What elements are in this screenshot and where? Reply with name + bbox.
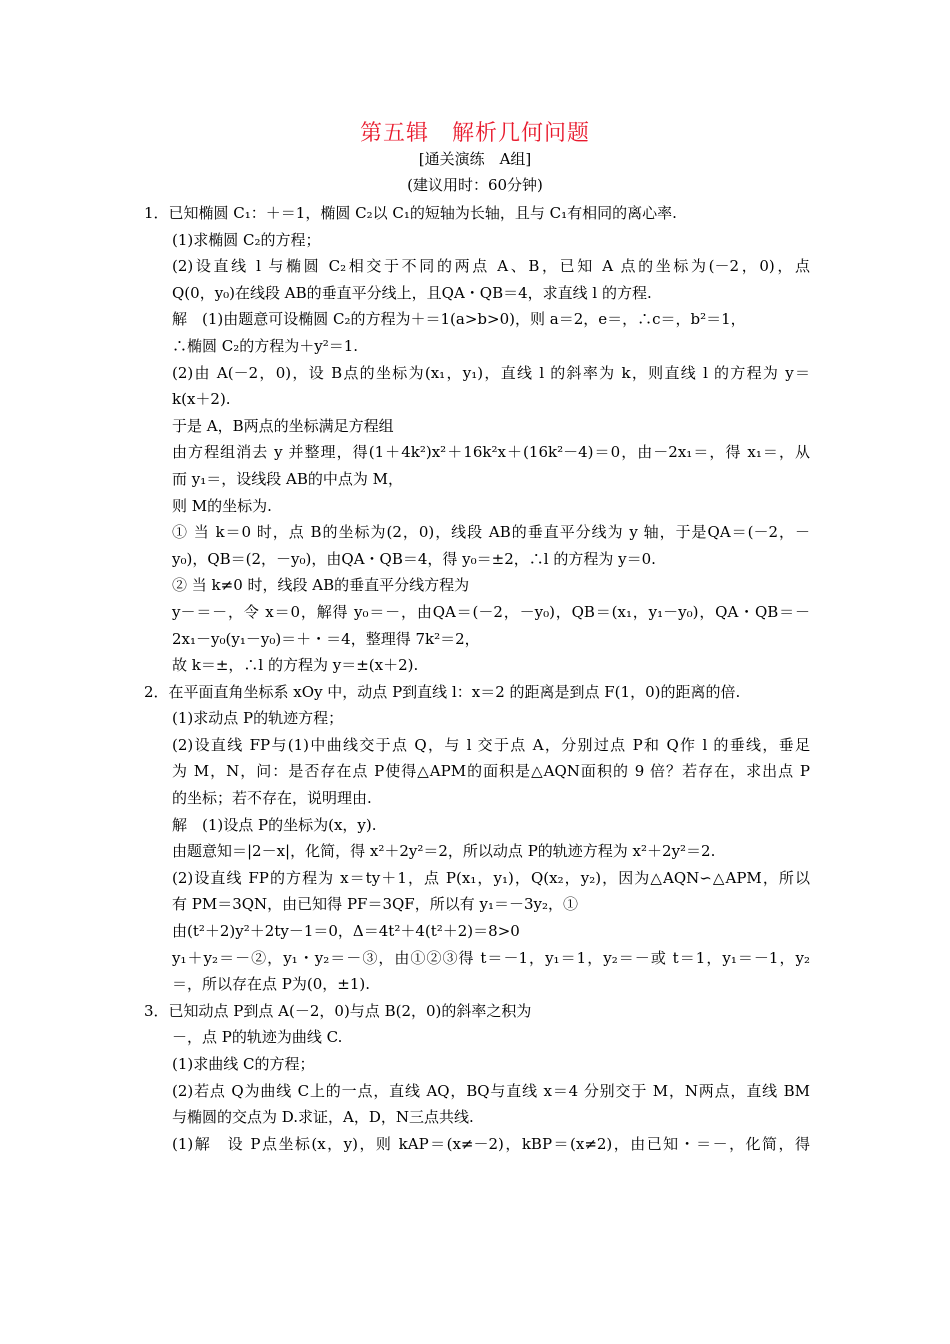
text-line: 由方程组消去 y 并整理，得(1＋4k²)x²＋16k²x＋(16k²－4)＝0，由－2x₁＝，得 x₁＝，从 xyxy=(172,443,810,462)
text-line: 故 k＝±，∴l 的方程为 y＝±(x＋2). xyxy=(172,656,419,675)
text-line: y₁＋y₂＝－②，y₁・y₂＝－③，由①②③得 t＝－1，y₁＝1，y₂＝－或 t＝1，y₁＝－1，y₂ xyxy=(172,948,810,967)
text-line: 有 PM＝3QN，由已知得 PF＝3QF，所以有 y₁＝－3y₂，① xyxy=(172,895,578,914)
text-line: k(x＋2). xyxy=(172,390,231,409)
text-line: 的坐标；若不存在，说明理由. xyxy=(172,789,372,808)
text-line: (2)设直线 l 与椭圆 C₂相交于不同的两点 A、B，已知 A 点的坐标为(－2，0)，点 xyxy=(172,257,810,276)
text-line: ∴椭圆 C₂的方程为＋y²＝1. xyxy=(172,336,359,355)
text-line: (1)解 设 P点坐标(x，y)，则 kAP＝(x≠－2)，kBP＝(x≠2)，由已知・＝－，化简，得 xyxy=(172,1134,810,1153)
text-line: ② 当 k≠0 时，线段 AB的垂直平分线方程为 xyxy=(172,576,470,595)
text-line: (1)求椭圆 C₂的方程； xyxy=(172,230,321,249)
text-line: y－＝－，令 x＝0，解得 y₀＝－，由QA＝(－2，－y₀)，QB＝(x₁，y₁－y₀)，QA・QB＝－ xyxy=(172,602,810,621)
suggested-time: (建议用时：60分钟) xyxy=(407,176,543,194)
text-line: (2)设直线 FP的方程为 x＝ty＋1，点 P(x₁，y₁)，Q(x₂，y₂)，因为△AQN∽△APM，所以 xyxy=(172,868,810,887)
text-line: Q(0，y₀)在线段 AB的垂直平分线上，且QA・QB＝4，求直线 l 的方程. xyxy=(172,283,652,302)
text-line: 2x₁－y₀(y₁－y₀)＝＋・＝4，整理得 7k²＝2， xyxy=(172,629,480,648)
text-line: －，点 P的轨迹为曲线 C. xyxy=(172,1028,343,1047)
text-line: 3．已知动点 P到点 A(－2，0)与点 B(2，0)的斜率之积为 xyxy=(144,1001,532,1020)
document-body xyxy=(144,200,810,1157)
text-line: 为 M，N，问：是否存在点 P使得△APM的面积是△AQN面积的 9 倍？若存在，求出点 P xyxy=(172,762,810,781)
page-title: 第五辑 解析几何问题 xyxy=(359,121,590,146)
text-line: (2)若点 Q为曲线 C上的一点，直线 AQ，BQ与直线 x＝4 分别交于 M，N两点，直线 BM xyxy=(172,1081,810,1100)
text-line: (2)设直线 FP与(1)中曲线交于点 Q，与 l 交于点 A，分别过点 P和 Q作 l 的垂线，垂足 xyxy=(172,735,810,754)
page-subtitle: [通关演练 A组] xyxy=(418,150,532,168)
text-line: 解 (1)设点 P的坐标为(x，y). xyxy=(172,815,377,834)
text-line: 与椭圆的交点为 D.求证，A，D，N三点共线. xyxy=(172,1108,474,1127)
text-line: (1)求曲线 C的方程； xyxy=(172,1055,315,1073)
text-line: 2．在平面直角坐标系 xOy 中，动点 P到直线 l：x＝2 的距离是到点 F(1，0)的距离的倍. xyxy=(144,682,741,701)
text-line: (2)由 A(－2，0)，设 B点的坐标为(x₁，y₁)，直线 l 的斜率为 k，则直线 l 的方程为 y＝ xyxy=(172,363,810,382)
text-line: 则 M的坐标为. xyxy=(172,496,272,515)
text-line: 解 (1)由题意可设椭圆 C₂的方程为＋＝1(a>b>0)，则 a＝2，e＝，∴c＝，b²＝1， xyxy=(172,310,746,329)
text-line: ＝，所以存在点 P为(0，±1). xyxy=(172,975,370,994)
text-line: 1．已知椭圆 C₁：＋＝1，椭圆 C₂以 C₁的短轴为长轴，且与 C₁有相同的离心率. xyxy=(144,204,677,222)
text-line: (1)求动点 P的轨迹方程； xyxy=(172,709,344,728)
text-line: 由(t²＋2)y²＋2ty－1＝0，Δ＝4t²＋4(t²＋2)＝8>0 xyxy=(172,922,520,941)
text-line: 而 y₁＝，设线段 AB的中点为 M， xyxy=(172,469,404,488)
text-line: 于是 A，B两点的坐标满足方程组 xyxy=(172,416,394,435)
text-line: y₀)，QB＝(2，－y₀)，由QA・QB＝4，得 y₀＝±2，∴l 的方程为 y＝0. xyxy=(172,549,656,568)
text-line: 由题意知＝|2－x|，化简，得 x²＋2y²＝2，所以动点 P的轨迹方程为 x²＋2y²＝2. xyxy=(172,842,716,861)
text-line: ① 当 k＝0 时，点 B的坐标为(2，0)，线段 AB的垂直平分线为 y 轴，于是QA＝(－2，－ xyxy=(172,523,810,542)
